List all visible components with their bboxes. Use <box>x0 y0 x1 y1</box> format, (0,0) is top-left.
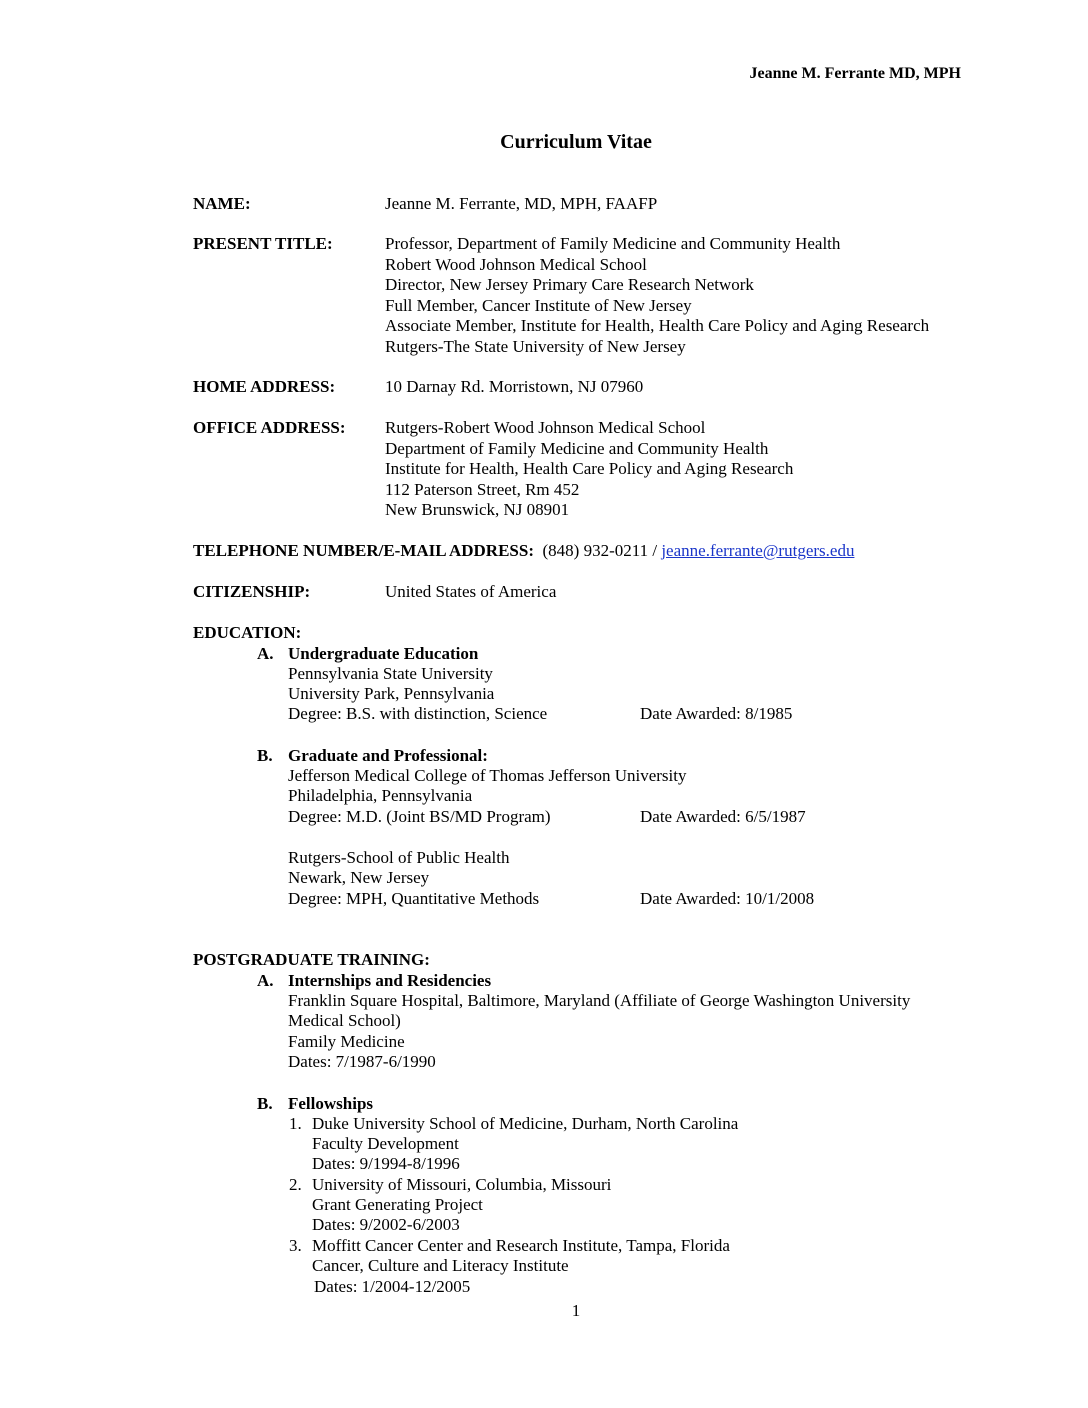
postgrad-a-line: Franklin Square Hospital, Baltimore, Maryland (Affiliate of George Washington University <box>288 991 911 1010</box>
present-title-label: PRESENT TITLE: <box>193 234 333 253</box>
citizenship-label: CITIZENSHIP: <box>193 582 311 601</box>
education-b-date-2: Date Awarded: 10/1/2008 <box>640 889 815 908</box>
contact-row <box>193 541 854 562</box>
page-title: Curriculum Vitae <box>500 131 652 153</box>
fellowship-line: Duke University School of Medicine, Durham, North Carolina <box>312 1114 739 1133</box>
office-address-lines <box>385 418 793 521</box>
present-title-line: Robert Wood Johnson Medical School <box>385 254 647 274</box>
fellowship-number: 1. <box>289 1114 302 1133</box>
postgrad-b-letter: B. <box>257 1094 273 1113</box>
fellowship-line: Moffitt Cancer Center and Research Institute, Tampa, Florida <box>312 1236 730 1255</box>
office-address-line: Institute for Health, Health Care Policy and Aging Research <box>385 459 794 478</box>
education-b-location-2: Newark, New Jersey <box>288 868 430 887</box>
education-a-date: Date Awarded: 8/1985 <box>640 704 793 723</box>
contact-label: TELEPHONE NUMBER/E-MAIL ADDRESS: <box>193 541 534 560</box>
fellowship-line: Dates: 9/2002-6/2003 <box>312 1215 460 1234</box>
present-title-line: Professor, Department of Family Medicine and Community Health <box>385 234 841 253</box>
office-address-line: 112 Paterson Street, Rm 452 <box>385 479 580 499</box>
postgrad-a-line: Medical School) <box>288 1011 401 1030</box>
name-value: Jeanne M. Ferrante, MD, MPH, FAAFP <box>385 194 658 213</box>
office-address-line: New Brunswick, NJ 08901 <box>385 500 570 519</box>
education-a-heading: Undergraduate Education <box>288 644 479 663</box>
education-b-school-1: Jefferson Medical College of Thomas Jefferson University <box>288 766 687 785</box>
fellowship-number: 2. <box>289 1175 302 1194</box>
present-title-line: Associate Member, Institute for Health, Health Care Policy and Aging Research <box>385 316 930 335</box>
education-b-heading: Graduate and Professional: <box>288 746 488 765</box>
present-title-line: Full Member, Cancer Institute of New Jersey <box>385 295 692 315</box>
postgrad-label: POSTGRADUATE TRAINING: <box>193 950 430 969</box>
education-a-letter: A. <box>257 644 274 663</box>
education-b-school-2: Rutgers-School of Public Health <box>288 848 510 867</box>
home-address-label: HOME ADDRESS: <box>193 377 336 396</box>
header-name: Jeanne M. Ferrante MD, MPH <box>749 65 961 82</box>
email-link[interactable]: jeanne.ferrante@rutgers.edu <box>661 541 855 560</box>
fellowship-number: 3. <box>289 1236 302 1255</box>
fellowship-line: Grant Generating Project <box>312 1195 483 1214</box>
postgrad-a-line: Family Medicine <box>288 1032 405 1051</box>
office-address-line: Rutgers-Robert Wood Johnson Medical School <box>385 418 706 437</box>
education-b-letter: B. <box>257 746 273 765</box>
education-a-degree: Degree: B.S. with distinction, Science <box>288 704 548 723</box>
education-b-degree-2: Degree: MPH, Quantitative Methods <box>288 889 540 908</box>
fellowship-line: Dates: 9/1994-8/1996 <box>312 1154 460 1173</box>
present-title-line: Rutgers-The State University of New Jersey <box>385 336 686 356</box>
present-title-lines <box>385 234 929 357</box>
phone-number: (848) 932-0211 / <box>542 541 658 560</box>
home-address-value: 10 Darnay Rd. Morristown, NJ 07960 <box>385 377 644 396</box>
education-label: EDUCATION: <box>193 623 302 642</box>
office-address-line: Department of Family Medicine and Community Health <box>385 438 769 458</box>
office-address-label: OFFICE ADDRESS: <box>193 418 346 437</box>
postgrad-a-letter: A. <box>257 971 274 990</box>
postgrad-a-heading: Internships and Residencies <box>288 971 492 990</box>
citizenship-value: United States of America <box>385 582 557 601</box>
fellowship-line: Faculty Development <box>312 1134 459 1153</box>
name-label: NAME: <box>193 194 251 213</box>
education-a-school: Pennsylvania State University <box>288 664 493 683</box>
education-a-location: University Park, Pennsylvania <box>288 684 495 703</box>
education-b-location-1: Philadelphia, Pennsylvania <box>288 786 473 805</box>
fellowship-line: Dates: 1/2004-12/2005 <box>314 1277 471 1296</box>
present-title-line: Director, New Jersey Primary Care Research Network <box>385 275 754 294</box>
postgrad-b-heading: Fellowships <box>288 1094 374 1113</box>
education-b-degree-1: Degree: M.D. (Joint BS/MD Program) <box>288 807 551 826</box>
fellowship-line: Cancer, Culture and Literacy Institute <box>312 1256 569 1275</box>
education-b-date-1: Date Awarded: 6/5/1987 <box>640 807 806 826</box>
fellowship-line: University of Missouri, Columbia, Missouri <box>312 1175 612 1194</box>
postgrad-a-line: Dates: 7/1987-6/1990 <box>288 1052 436 1071</box>
page-number: 1 <box>571 1301 581 1320</box>
